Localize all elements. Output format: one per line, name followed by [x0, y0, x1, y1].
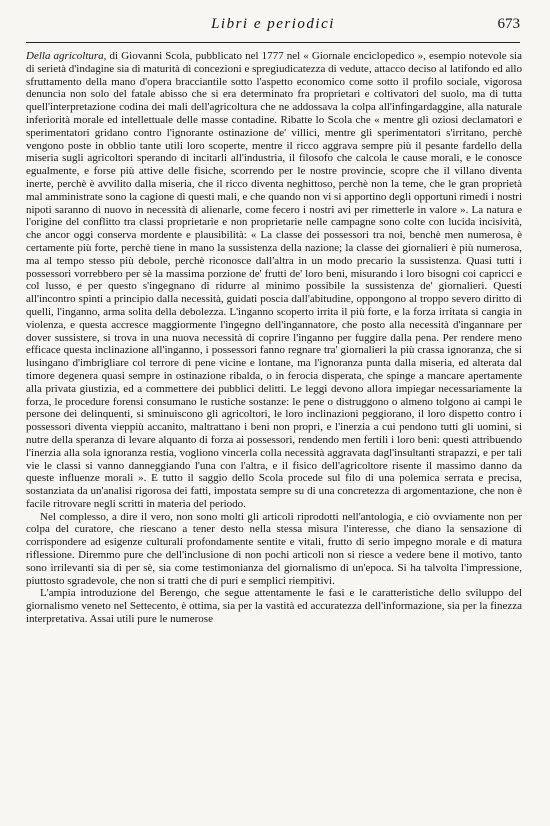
- paragraph-3: [26, 587, 522, 625]
- page-number: 673: [497, 16, 520, 32]
- book-title: Della agricoltura,: [26, 50, 107, 62]
- running-head: Libri e periodici: [211, 16, 335, 32]
- review-body: [26, 50, 522, 626]
- header-rule: [26, 42, 520, 43]
- paragraph-2: [26, 511, 522, 588]
- paragraph-text: di Giovanni Scola, pubblicato nel 1777 nel « Giornale enciclopedico », esempio notevole sia di serietà d'indagine sia di maturità di concezioni e spregiudicatezza di vedute, attacco deciso al latifondo ed allo sfruttamento della mano d'opera bracciantile sotto l'aspetto economico come sotto il profilo sociale, vigorosa denuncia non solo del fatale abisso che si era determinato fra proprietari e coltivatori del suolo, ma di tutta quell'interpretazione codina dei mali dell'agricoltura che ne addossava la colpa all'infingardaggine, alla naturale inferiorità morale ed intellettuale delle masse contadine. Ribatte lo Scola che « mentre gli oziosi declamatori e sperimentatori gridano contro l'ignorante ostinazione de' villici, mentre gli sperimentatori s'irritano, perchè vengono poste in obblio tante utili loro scoperte, mentre il ricco aggrava sempre più il pesante fardello della miseria sugli agricoltori sperando di incitarli all'industria, il filosofo che calcola le cause morali, e le conosce egualmente, e forse più attive delle fisiche, scorrendo per le nostre provincie, scopre che il villano diventa inerte, perchè è avvilito dalla miseria, che il ricco diventa neghittoso, perchè non la teme, che le gran proprietà mal amministrate sono la cagione di questi mali, e che quando non vi si apportino degli opportuni rimedi i nostri nipoti saranno di nuovo in necessità di alienarle, come fecero i nostri avi per rimetterle in valore ». La natura e l'origine del conflitto tra classi proprietarie e non proprietarie nelle campagne sono colte con lucida incisività, che ancor oggi conserva mordente e plausibilità: « La classe dei possessori tra noi, benchè men numerosa, è certamente più forte, perchè tiene in mano la sussistenza della nazione; la classe dei giornalieri è più numerosa, ma al tempo stesso più debole, perchè riconosce dall'altra in un modo precario la sussistenza. Quasi tutti i possessori vorrebbero per sè la massima porzione de' frutti de' loro beni, misurando i loro bisogni coi capricci e col lusso, e per questo s'ingegnano di ridurre al minimo possibile la sussistenza de' giornalieri. Questi all'incontro spinti a principio dalla necessità, guidati poscia dall'abitudine, oppongono al troppo severo diritto di quelli, l'inganno, arma solita della debolezza. L'inganno scoperto irrita il più forte, e la forza irritata si cangia in violenza, e questa accresce maggiormente l'ingegno dell'ingannatore, che posto alla necessità d'ingannare per dover sussistere, si trova in una nuova necessità di coprire l'inganno per fuggire dalla pena. Per rendere meno efficace questa inclinazione all'inganno, i possessori fanno regnare tra' giornalieri la più crassa ignoranza, che si lusingano d'imbrigliare col terrore di pene vicine e lontane, ma l'ignoranza punta dalla miseria, ed alterata dal timore degenera quasi sempre in ostinazione ribalda, o in ferocia disperata, che spinge a mancare apertamente alla privata giustizia, ed a commettere dei pubblici delitti. Le leggi devono allora impiegar necessariamente la forza, le procedure forensi consumano le rustiche sostanze: le pene o distruggono o almeno tolgono ai campi le persone dei delinquenti, si sminuiscono gli agricoltori, le loro inclinazioni peggiorano, il loro dispetto contro i possessori diventa vieppiù accanito, maltrattano i beni non propri, e l'inerzia a cui pendono tutti gli uomini, si nutre della speranza di levare alquanto di forza ai possessori, rendendo men fertili i loro beni: questi attribuendo l'inerzia alla sola ignoranza restia, vogliono vincerla colla necessità aggravata dagl'insultanti strapazzi, e per tali vie le classi si vanno danneggiando l'una con l'altra, e il fisico dell'agricoltore risente il massimo danno da queste influenze morali ». E tutto il saggio dello Scola procede sul filo di una polemica serrata e precisa, sostanziata da un'analisi rigorosa dei fatti, impostata sempre su di una concretezza di argomentazione, che non è facile ritrovare negli scritti in materia del periodo.: [26, 50, 522, 510]
- page-header: [26, 16, 520, 38]
- paragraph-text: L'ampia introduzione del Berengo, che segue attentamente le fasi e le caratteristiche dello sviluppo del giornalismo veneto nel Settecento, è ottima, sia per la vastità ed accuratezza dell'informazione, sia per la finezza interpretativa. Assai utili pure le numerose: [26, 587, 522, 626]
- paragraph-text: Nel complesso, a dire il vero, non sono molti gli articoli riprodotti nell'antologia, e ciò ovviamente non per colpa del curatore, che riescano a tener desto nella stessa misura l'interesse, che diano la sensazione di corrispondere ad esigenze culturali profondamente sentite e vitali, frutto di serio impegno morale e di matura riflessione. Diremmo pure che dell'inclusione di non pochi articoli non si riesce a vedere bene il motivo, tanto sono irrilevanti sia di per sè, sia come testimonianza del giornalismo di un'epoca. Si ha talvolta l'impressione, piuttosto sgradevole, che non si tratti che di puri e semplici riempitivi.: [26, 510, 522, 587]
- paragraph-1: [26, 50, 522, 511]
